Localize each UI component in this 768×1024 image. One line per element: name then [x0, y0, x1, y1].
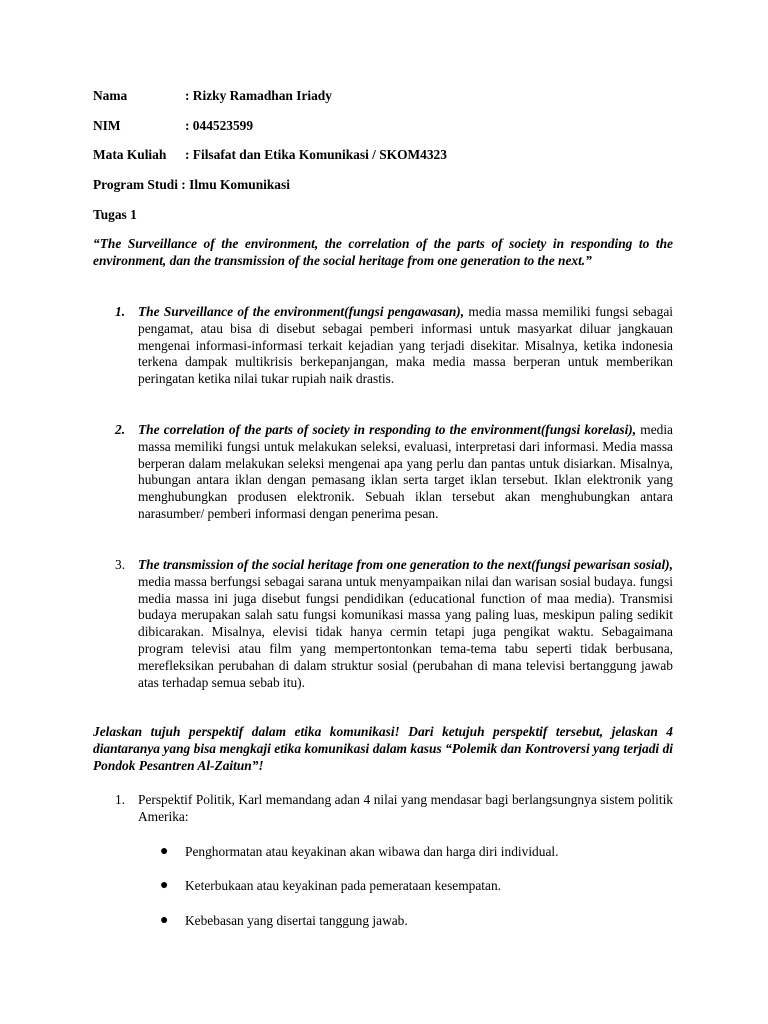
- bullet-dot-icon: ●: [160, 913, 169, 928]
- item-1-text: media massa memiliki fungsi sebagai pengamat, atau bisa di disebut sebagai pemberi informasi untuk masyarkat diluar jangkauan mengenai informasi-informasi terkait kejadian yang terjadi disekitar. Misalnya, ketika indonesia terkena dampak multikrisis berkepanjangan, maka media massa berperan untuk memberikan peringatan ketika nilai tukar rupiah naik drastis.: [138, 304, 673, 387]
- list-item-3: [93, 557, 673, 691]
- item-1-number: 1.: [115, 304, 126, 319]
- answer-item-1: [93, 792, 673, 826]
- item-1-title: The Surveillance of the environment(fungsi pengawasan),: [138, 304, 465, 319]
- answer-text: Perspektif Politik, Karl memandang adan 4 nilai yang mendasar bagi berlangsungnya sistem politik Amerika:: [138, 792, 673, 824]
- ps-value: : Ilmu Komunikasi: [181, 177, 290, 192]
- item-1-body: [138, 304, 673, 388]
- header-nim: [93, 118, 253, 135]
- nim-value: : 044523599: [185, 118, 254, 133]
- item-3-text: media massa berfungsi sebagai sarana untuk menyampaikan nilai dan warisan sosial budaya. fungsi media massa ini juga disebut fungsi pendidikan (educational function of maa media). Transmisi budaya merupakan salah satu fungsi komunikasi massa yang paling luas, meskipun paling sedikit dibicarakan. Misalnya, elevisi tidak hanya cermin tetapi juga pengikat waktu. Sebagaimana program televisi atau film yang mempertontonkan tema-tema tabu seperti tidak berbusana, merefleksikan perubahan di dalam struktur sosial (perubahan di mana televisi bertanggung jawab atas terhadap semua sebab itu).: [138, 573, 673, 690]
- bullet-dot-icon: ●: [160, 844, 169, 859]
- list-item-1: [93, 304, 673, 388]
- item-2-body: [138, 422, 673, 523]
- item-3-body: [138, 557, 673, 691]
- nama-value: : Rizky Ramadhan Iriady: [185, 88, 332, 103]
- bullet-3-text: Kebebasan yang disertai tanggung jawab.: [185, 913, 408, 928]
- item-3-title: The transmission of the social heritage from one generation to the next(fungsi pewarisan sosial),: [138, 557, 673, 572]
- mk-value: : Filsafat dan Etika Komunikasi / SKOM4323: [185, 147, 447, 162]
- nim-label: NIM: [93, 118, 121, 133]
- list-item-2: [93, 422, 673, 523]
- bullet-dot-icon: ●: [160, 878, 169, 893]
- item-2-number: 2.: [115, 422, 126, 437]
- mk-label: Mata Kuliah: [93, 147, 167, 162]
- header-mata-kuliah: [93, 147, 447, 164]
- header-program-studi: [93, 177, 290, 194]
- question-paragraph: Jelaskan tujuh perspektif dalam etika komunikasi! Dari ketujuh perspektif tersebut, jelaskan 4 diantaranya yang bisa mengkaji etika komunikasi dalam kasus “Polemik dan Kontroversi yang terjadi di Pondok Pesantren Al-Zaitun”!: [93, 724, 673, 773]
- bullet-item-1: [160, 844, 558, 861]
- bullet-2-text: Keterbukaan atau keyakinan pada pemerataan kesempatan.: [185, 878, 502, 893]
- item-2-title: The correlation of the parts of society in responding to the environment(fungsi korelasi),: [138, 422, 637, 437]
- bullet-item-3: [160, 913, 408, 930]
- item-3-number: 3.: [115, 557, 126, 572]
- bullet-item-2: [160, 878, 501, 895]
- item-2-text: media massa memiliki fungsi untuk melakukan seleksi, evaluasi, interpretasi dari informasi. Media massa berperan dalam melakukan seleksi mengenai apa yang perlu dan pantas untuk disiarkan. Misalnya, hubungan antara iklan dengan pemasang iklan serta target iklan tersebut. Iklan elektronik yang menghubungkan produsen elektronik. Sebuah iklan tersebut akan menghubungkan antara narasumber/ pemberi informasi dengan penerima pesan.: [138, 422, 673, 521]
- tugas-title: Tugas 1: [93, 207, 137, 222]
- header-nama: [93, 88, 332, 105]
- nama-label: Nama: [93, 88, 128, 103]
- ps-label: Program Studi: [93, 177, 178, 192]
- answer-number: 1.: [115, 792, 126, 807]
- bullet-1-text: Penghormatan atau keyakinan akan wibawa dan harga diri individual.: [185, 844, 559, 859]
- quote-paragraph: “The Surveillance of the environment, the correlation of the parts of society in responding to the environment, dan the transmission of the social heritage from one generation to the next.”: [93, 236, 673, 268]
